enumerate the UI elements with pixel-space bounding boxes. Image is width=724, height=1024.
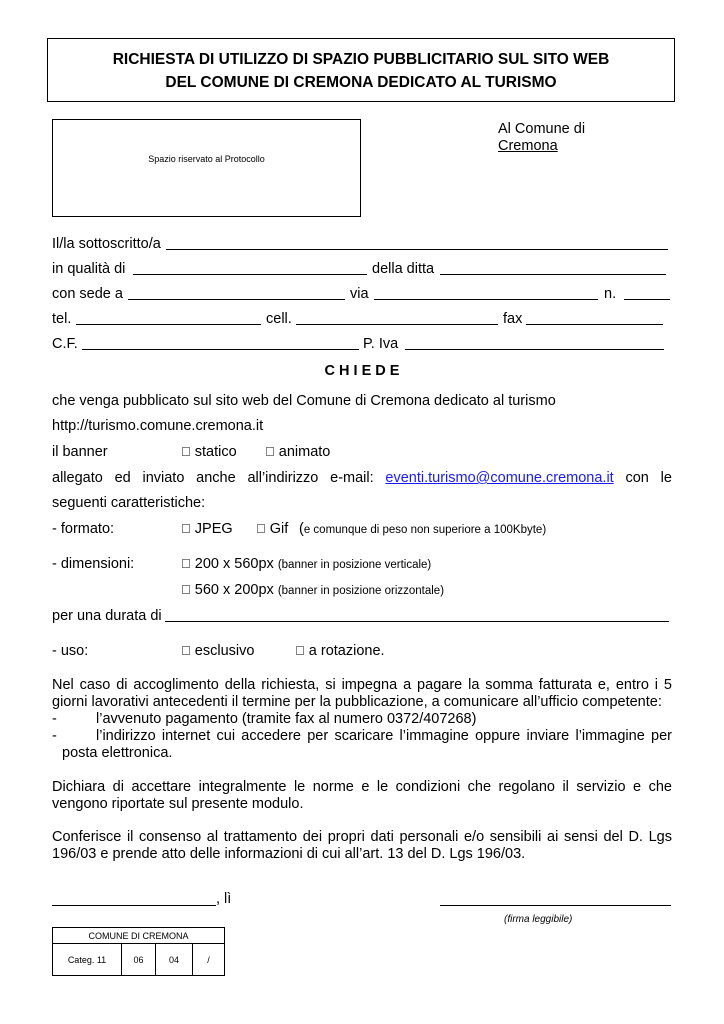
field-ditta-label: della ditta	[372, 261, 435, 277]
use-rotation-label: a rotazione.	[295, 643, 371, 659]
use-exclusive-label: esclusivo	[181, 643, 241, 659]
category-cell: Categ. 11	[53, 944, 122, 976]
title-line-1: RICHIESTA DI UTILIZZO DI SPAZIO PUBBLICITARIO SUL SITO WEB	[112, 51, 610, 68]
checkbox-icon	[181, 444, 191, 459]
field-cell-label: cell.	[266, 311, 292, 327]
publish-text: che venga pubblicato sul sito web del Comune di Cremona dedicato al turismo	[52, 393, 556, 409]
use-exclusive-option[interactable]	[181, 643, 254, 659]
dimension-vertical-note: (banner in posizione verticale)	[264, 559, 418, 571]
title-box	[47, 38, 675, 102]
email-word: anche	[196, 470, 236, 486]
format-paren: (	[299, 521, 304, 537]
accept-paragraph: Dichiara di accettare integralmente le norme e le condizioni che regolano il servizio e che vengono riportate sul presente modulo.	[52, 779, 672, 812]
email-word: e-mail:	[330, 470, 374, 486]
field-piva-label: P. Iva	[363, 336, 399, 352]
use-label: - uso:	[52, 643, 89, 659]
category-cell: /	[193, 944, 225, 976]
banner-animated-label: animato	[265, 444, 317, 460]
dimension-vertical-label: 200 x 560px	[181, 556, 261, 572]
field-qualita-label: in qualità di	[52, 261, 126, 277]
email-word: inviato	[142, 470, 185, 486]
email-word: all’indirizzo	[247, 470, 319, 486]
field-tel-line[interactable]	[76, 324, 261, 325]
dimension-horizontal-label: 560 x 200px	[181, 582, 261, 598]
site-url: http://turismo.comune.cremona.it	[52, 418, 264, 434]
field-via-label: via	[350, 286, 369, 302]
recipient-line-1: Al Comune di	[498, 121, 586, 137]
recipient-line-2: Cremona	[498, 138, 558, 154]
field-via-line[interactable]	[374, 299, 598, 300]
email-link[interactable]: eventi.turismo@comune.cremona.it	[385, 470, 614, 486]
title-line-2: DEL COMUNE DI CREMONA DEDICATO AL TURISMO	[165, 74, 557, 91]
field-fax-label: fax	[503, 311, 523, 327]
consent-paragraph: Conferisce il consenso al trattamento dei propri dati personali e/o sensibili ai sensi del D. Lgs 196/03 e prende atto delle informazioni di cui all’art. 13 del D. Lgs 196/03.	[52, 829, 672, 862]
field-cf-label: C.F.	[52, 336, 78, 352]
field-sede-label: con sede a	[52, 286, 123, 302]
bullet-dash: -	[52, 728, 57, 744]
field-sottoscritto-label: Il/la sottoscritto/a	[52, 236, 161, 252]
bullet-internet: l’indirizzo internet cui accedere per scaricare l’immagine oppure inviare l’immagine per	[96, 728, 672, 744]
signature-line[interactable]	[440, 905, 671, 906]
format-gif-label: Gif	[256, 521, 275, 537]
field-ditta-line[interactable]	[440, 274, 666, 275]
field-sottoscritto-line[interactable]	[166, 249, 668, 250]
field-qualita-line[interactable]	[133, 274, 367, 275]
field-tel-label: tel.	[52, 311, 72, 327]
category-table	[52, 927, 225, 976]
bullet-dash: -	[52, 711, 57, 727]
checkbox-icon	[181, 556, 191, 571]
format-jpeg-option[interactable]	[181, 521, 233, 537]
email-word: le	[660, 470, 672, 486]
category-cell: 04	[156, 944, 193, 976]
banner-label: il banner	[52, 444, 108, 460]
dimension-vertical-option[interactable]	[181, 556, 431, 572]
field-cell-line[interactable]	[296, 324, 498, 325]
place-date-suffix: , lì	[216, 891, 232, 907]
checkbox-icon	[181, 521, 191, 536]
duration-line[interactable]	[165, 621, 669, 622]
bullet-payment: l’avvenuto pagamento (tramite fax al numero 0372/407268)	[96, 711, 477, 727]
banner-animated-option[interactable]	[265, 444, 330, 460]
banner-static-option[interactable]	[181, 444, 237, 460]
checkbox-icon	[295, 643, 305, 658]
format-note-text: e comunque di peso non superiore a 100Kbyte)	[303, 524, 547, 536]
signature-label: (firma leggibile)	[504, 914, 573, 925]
format-label: - formato:	[52, 521, 115, 537]
checkbox-icon	[256, 521, 266, 536]
protocol-label: Spazio riservato al Protocollo	[148, 154, 265, 164]
place-date-line[interactable]	[52, 905, 216, 906]
bullet-internet-cont: posta elettronica.	[62, 745, 173, 761]
field-numero-label: n.	[604, 286, 617, 302]
field-numero-line[interactable]	[624, 299, 670, 300]
category-table-header: COMUNE DI CREMONA	[53, 928, 225, 944]
dimension-horizontal-note: (banner in posizione orizzontale)	[264, 585, 431, 597]
email-line	[52, 470, 672, 486]
field-fax-line[interactable]	[526, 324, 663, 325]
field-sede-line[interactable]	[128, 299, 345, 300]
checkbox-icon	[181, 643, 191, 658]
banner-static-label: statico	[181, 444, 223, 460]
use-rotation-option[interactable]	[295, 643, 385, 659]
checkbox-icon	[265, 444, 275, 459]
dimensions-label: - dimensioni:	[52, 556, 135, 572]
email-word: ed	[114, 470, 131, 486]
dimension-horizontal-option[interactable]	[181, 582, 444, 598]
email-word: allegato	[52, 470, 103, 486]
duration-label: per una durata di	[52, 608, 162, 624]
checkbox-icon	[181, 582, 191, 597]
protocol-box	[52, 119, 361, 217]
format-note	[299, 521, 546, 537]
field-cf-line[interactable]	[82, 349, 359, 350]
category-cell: 06	[122, 944, 156, 976]
chiede-heading: C H I E D E	[324, 363, 400, 379]
characteristics-text: seguenti caratteristiche:	[52, 495, 206, 511]
email-word: con	[625, 470, 649, 486]
format-gif-option[interactable]	[256, 521, 288, 537]
format-jpeg-label: JPEG	[181, 521, 219, 537]
field-piva-line[interactable]	[405, 349, 664, 350]
payment-paragraph: Nel caso di accoglimento della richiesta, si impegna a pagare la somma fatturata e, entro i 5 giorni lavorativi antecedenti il termine per la pubblicazione, a comunicare all’ufficio competente:	[52, 677, 672, 710]
